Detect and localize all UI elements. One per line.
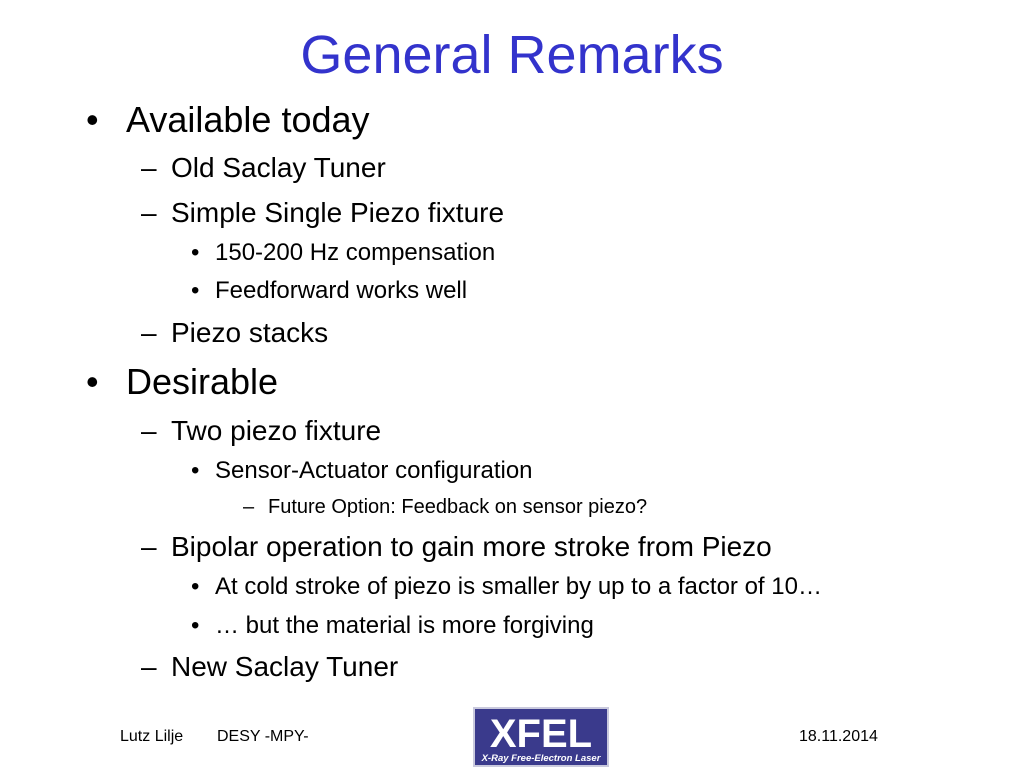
bullet-text: Simple Single Piezo fixture [171,197,505,228]
bullet-text: … but the material is more forgiving [215,612,594,639]
bullet-text: Piezo stacks [171,317,329,348]
footer-author: Lutz Lilje [120,728,184,745]
xfel-logo-tagline: X-Ray Free-Electron Laser [481,753,601,764]
bullet-marker: – [141,317,157,348]
bullet-text: Bipolar operation to gain more stroke from Piezo [171,531,772,562]
bullet-text: New Saclay Tuner [171,651,399,682]
bullet-text: Feedforward works well [215,277,468,304]
bullet-text: Sensor-Actuator configuration [215,457,533,484]
xfel-logo [473,707,609,767]
bullet-marker: – [141,415,157,446]
footer-date: 18.11.2014 [799,728,878,745]
bullet-marker: • [86,361,99,402]
bullet-marker: – [141,152,157,183]
bullet-marker: – [141,197,157,228]
bullet-marker: • [191,457,200,484]
bullet-marker: – [141,651,157,682]
bullet-marker: • [191,573,200,600]
bullet-marker: – [141,531,157,562]
bullet-text: Desirable [126,361,279,402]
bullet-text: 150-200 Hz compensation [215,239,496,266]
bullet-text: Old Saclay Tuner [171,152,386,183]
bullet-text: Two piezo fixture [171,415,382,446]
slide-title: General Remarks [300,25,724,85]
xfel-logo-wordmark: XFEL [489,712,593,756]
bullet-marker: • [191,277,200,304]
bullet-marker: • [86,99,99,140]
bullet-marker: – [243,496,255,518]
bullet-text: Available today [126,99,370,140]
bullet-text: At cold stroke of piezo is smaller by up to a factor of 10… [215,573,822,600]
xfel-logo-graphic [475,709,607,765]
bullet-marker: • [191,612,200,639]
footer-affiliation: DESY -MPY- [217,728,309,745]
bullet-marker: • [191,239,200,266]
bullet-text: Future Option: Feedback on sensor piezo? [268,496,648,518]
